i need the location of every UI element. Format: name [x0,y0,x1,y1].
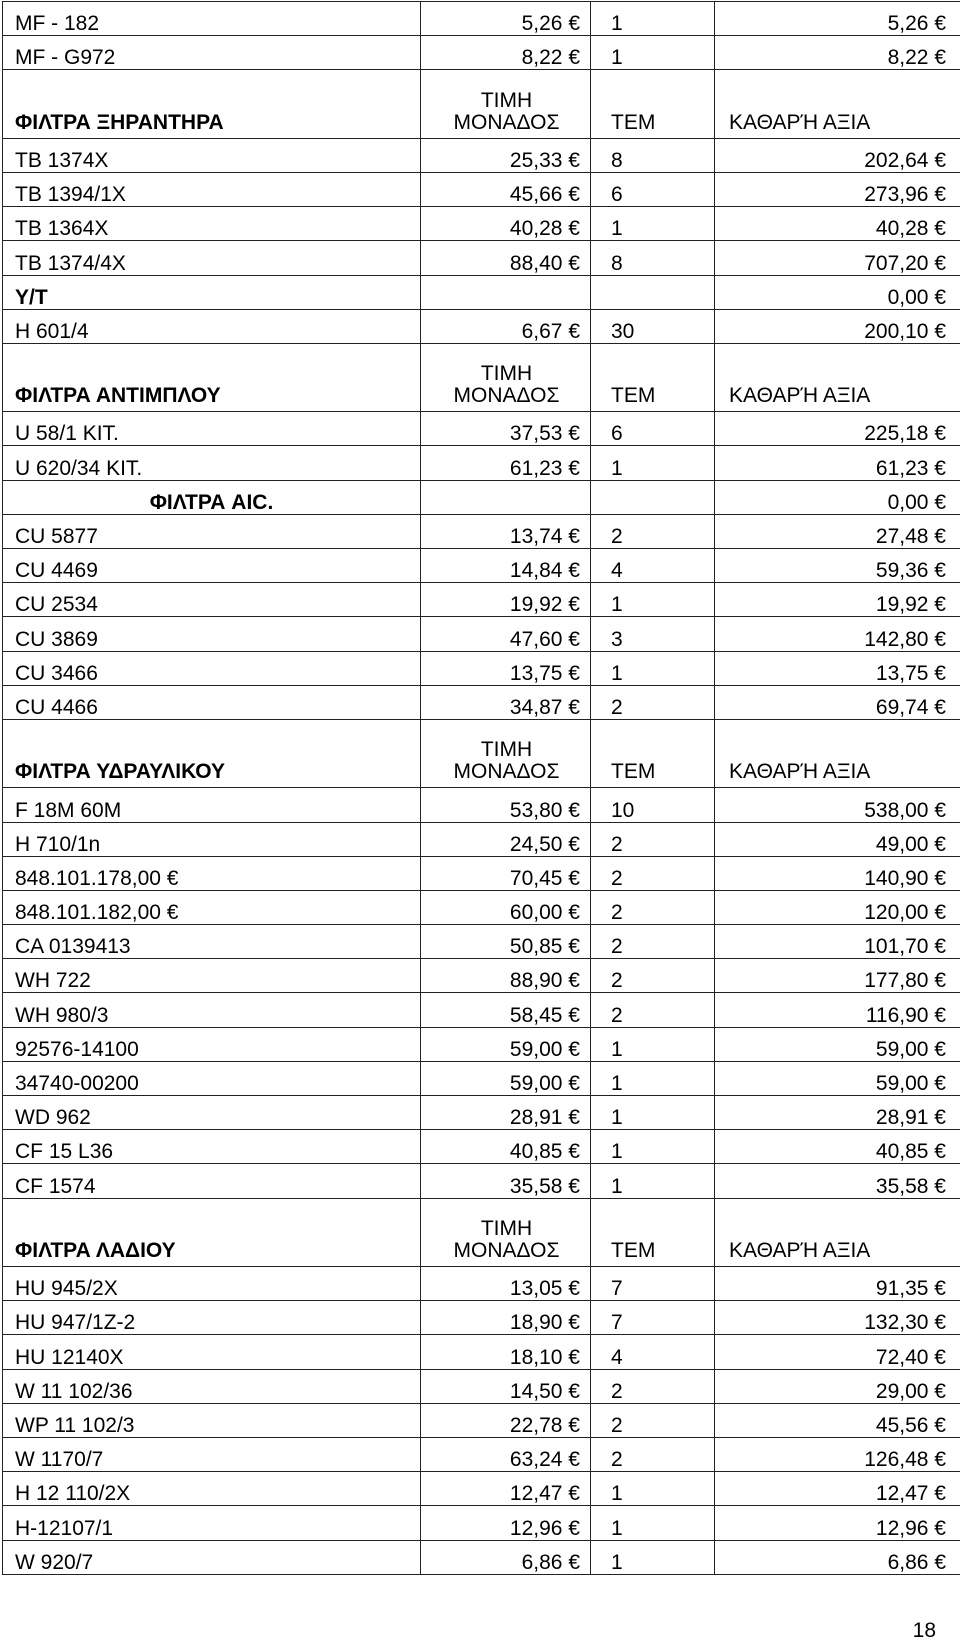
item-code: W 11 102/36 [3,1369,421,1403]
table-row [3,2,960,36]
qty-cell: 2 [591,685,715,719]
qty-cell: 2 [591,822,715,856]
table-row [3,822,960,856]
price-cell: 18,10 € [421,1335,591,1369]
item-code: WH 980/3 [3,993,421,1027]
table-row [3,890,960,924]
section-title: ΦΙΛΤΡΑ AIC. [3,480,421,514]
total-header: ΚΑΘΑΡΉ ΑΞΙΑ [715,70,960,138]
total-cell: 140,90 € [715,856,960,890]
price-header-line2: ΜΟΝΑΔΟΣ [453,110,560,134]
qty-cell: 30 [591,309,715,343]
price-cell: 13,75 € [421,651,591,685]
price-cell: 45,66 € [421,172,591,206]
table-row [3,651,960,685]
price-cell: 19,92 € [421,583,591,617]
price-cell: 50,85 € [421,925,591,959]
item-code: 848.101.178,00 € [3,856,421,890]
price-cell: 14,84 € [421,549,591,583]
price-cell: 12,47 € [421,1472,591,1506]
price-cell: 37,53 € [421,412,591,446]
table-row [3,207,960,241]
item-code: HU 947/1Z-2 [3,1301,421,1335]
item-code: CA 0139413 [3,925,421,959]
price-cell: 88,40 € [421,241,591,275]
total-cell: 101,70 € [715,925,960,959]
qty-header: ΤΕΜ [591,719,715,787]
qty-header: ΤΕΜ [591,1198,715,1266]
price-table [2,1,960,1575]
table-row [3,993,960,1027]
table-row [3,1506,960,1540]
qty-cell: 1 [591,446,715,480]
price-cell: 24,50 € [421,822,591,856]
table-row [3,309,960,343]
price-cell: 58,45 € [421,993,591,1027]
item-code: CF 15 L36 [3,1130,421,1164]
qty-cell: 1 [591,1130,715,1164]
table-row [3,1267,960,1301]
price-cell: 6,67 € [421,309,591,343]
item-code: HU 945/2X [3,1267,421,1301]
total-cell: 59,36 € [715,549,960,583]
total-cell: 35,58 € [715,1164,960,1198]
qty-cell: 2 [591,856,715,890]
qty-cell: 1 [591,2,715,36]
total-cell: 49,00 € [715,822,960,856]
qty-cell: 1 [591,651,715,685]
table-row [3,1130,960,1164]
item-code: TB 1374X [3,138,421,172]
table-row [3,1472,960,1506]
total-cell: 61,23 € [715,446,960,480]
price-cell: 47,60 € [421,617,591,651]
table-row [3,1540,960,1574]
total-cell: 91,35 € [715,1267,960,1301]
qty-cell [591,480,715,514]
item-code: WD 962 [3,1096,421,1130]
price-cell: 35,58 € [421,1164,591,1198]
price-cell [421,275,591,309]
item-code: H-12107/1 [3,1506,421,1540]
table-row [3,583,960,617]
price-header [421,1198,591,1266]
item-code: H 12 110/2X [3,1472,421,1506]
price-cell: 5,26 € [421,2,591,36]
price-cell: 28,91 € [421,1096,591,1130]
price-header-line1: ΤΙΜΗ [480,1217,533,1240]
table-row [3,36,960,70]
qty-cell: 2 [591,1369,715,1403]
table-row [3,1096,960,1130]
qty-header: ΤΕΜ [591,70,715,138]
qty-cell: 10 [591,788,715,822]
table-row [3,1369,960,1403]
item-code: W 1170/7 [3,1437,421,1471]
price-header [421,70,591,138]
item-code: CU 4469 [3,549,421,583]
table-row [3,138,960,172]
price-cell: 88,90 € [421,959,591,993]
section-title: ΦΙΛΤΡΑ ΑΝΤΙΜΠΛΟΥ [3,343,421,411]
price-header-line2: ΜΟΝΑΔΟΣ [453,760,560,784]
total-cell: 19,92 € [715,583,960,617]
table-row [3,856,960,890]
table-row [3,1335,960,1369]
section-title: ΦΙΛΤΡΑ ΛΑΔΙΟΥ [3,1198,421,1266]
item-code: 34740-00200 [3,1061,421,1095]
total-cell: 8,22 € [715,36,960,70]
item-code: U 58/1 KIT. [3,412,421,446]
item-code: WP 11 102/3 [3,1403,421,1437]
item-code: CU 3869 [3,617,421,651]
item-code: MF - 182 [3,2,421,36]
total-cell: 69,74 € [715,685,960,719]
price-cell: 6,86 € [421,1540,591,1574]
item-code: HU 12140X [3,1335,421,1369]
qty-cell: 6 [591,412,715,446]
qty-cell: 1 [591,583,715,617]
price-cell: 60,00 € [421,890,591,924]
total-cell: 200,10 € [715,309,960,343]
page-number: 18 [912,1619,936,1642]
qty-cell: 1 [591,1096,715,1130]
item-code: CU 5877 [3,514,421,548]
total-cell: 116,90 € [715,993,960,1027]
item-code: TB 1394/1X [3,172,421,206]
price-cell: 40,85 € [421,1130,591,1164]
table-row [3,1027,960,1061]
total-cell: 177,80 € [715,959,960,993]
qty-cell [591,275,715,309]
price-cell: 34,87 € [421,685,591,719]
table-row [3,172,960,206]
total-header: ΚΑΘΑΡΉ ΑΞΙΑ [715,719,960,787]
table-row [3,959,960,993]
price-cell: 13,05 € [421,1267,591,1301]
total-cell: 6,86 € [715,1540,960,1574]
price-cell [421,480,591,514]
qty-cell: 1 [591,207,715,241]
table-row [3,617,960,651]
total-cell: 12,47 € [715,1472,960,1506]
price-cell: 13,74 € [421,514,591,548]
price-header-line2: ΜΟΝΑΔΟΣ [453,1239,560,1262]
qty-cell: 8 [591,138,715,172]
item-code: WH 722 [3,959,421,993]
total-cell: 273,96 € [715,172,960,206]
qty-cell: 2 [591,959,715,993]
table-row [3,925,960,959]
table-row [3,1164,960,1198]
table-row [3,1061,960,1095]
qty-cell: 1 [591,1061,715,1095]
price-header [421,719,591,787]
item-code: U 620/34 KIT. [3,446,421,480]
price-cell: 63,24 € [421,1437,591,1471]
total-cell: 142,80 € [715,617,960,651]
section-header-row [3,719,960,787]
table-row [3,446,960,480]
total-cell: 45,56 € [715,1403,960,1437]
price-cell: 12,96 € [421,1506,591,1540]
total-cell: 40,85 € [715,1130,960,1164]
total-cell: 12,96 € [715,1506,960,1540]
qty-cell: 1 [591,1027,715,1061]
total-cell: 126,48 € [715,1437,960,1471]
qty-cell: 3 [591,617,715,651]
qty-cell: 2 [591,925,715,959]
price-cell: 14,50 € [421,1369,591,1403]
price-header-line1: ΤΙΜΗ [480,738,533,762]
table-row [3,241,960,275]
total-cell: 0,00 € [715,480,960,514]
price-cell: 53,80 € [421,788,591,822]
table-row [3,1403,960,1437]
item-code: CF 1574 [3,1164,421,1198]
qty-cell: 8 [591,241,715,275]
price-cell: 59,00 € [421,1027,591,1061]
qty-cell: 2 [591,1403,715,1437]
total-cell: 538,00 € [715,788,960,822]
item-code: 92576-14100 [3,1027,421,1061]
total-cell: 202,64 € [715,138,960,172]
item-code: Υ/Τ [3,275,421,309]
total-cell: 13,75 € [715,651,960,685]
section-title: ΦΙΛΤΡΑ ΞΗΡΑΝΤΗΡΑ [3,70,421,138]
item-code: CU 4466 [3,685,421,719]
section-header-row [3,1198,960,1266]
price-cell: 40,28 € [421,207,591,241]
total-cell: 5,26 € [715,2,960,36]
table-row [3,685,960,719]
price-cell: 22,78 € [421,1403,591,1437]
price-header-line1: ΤΙΜΗ [480,362,533,386]
qty-cell: 1 [591,1540,715,1574]
total-cell: 225,18 € [715,412,960,446]
item-code: CU 3466 [3,651,421,685]
price-cell: 59,00 € [421,1061,591,1095]
qty-cell: 1 [591,1164,715,1198]
total-cell: 707,20 € [715,241,960,275]
qty-header: ΤΕΜ [591,343,715,411]
table-row [3,1301,960,1335]
price-cell: 61,23 € [421,446,591,480]
section-header-row [3,343,960,411]
table-row [3,275,960,309]
item-code: F 18M 60M [3,788,421,822]
item-code: H 601/4 [3,309,421,343]
item-code: W 920/7 [3,1540,421,1574]
qty-cell: 6 [591,172,715,206]
total-cell: 0,00 € [715,275,960,309]
total-cell: 120,00 € [715,890,960,924]
item-code: CU 2534 [3,583,421,617]
item-code: TB 1364X [3,207,421,241]
qty-cell: 4 [591,1335,715,1369]
section-title-row [3,480,960,514]
section-title: ΦΙΛΤΡΑ ΥΔΡΑΥΛΙΚΟΥ [3,719,421,787]
total-cell: 132,30 € [715,1301,960,1335]
total-cell: 27,48 € [715,514,960,548]
qty-cell: 7 [591,1267,715,1301]
table-row [3,1437,960,1471]
item-code: H 710/1n [3,822,421,856]
price-header [421,343,591,411]
price-cell: 70,45 € [421,856,591,890]
total-cell: 72,40 € [715,1335,960,1369]
total-header: ΚΑΘΑΡΉ ΑΞΙΑ [715,343,960,411]
price-table-body [3,2,960,1575]
total-cell: 59,00 € [715,1027,960,1061]
qty-cell: 2 [591,993,715,1027]
total-header: ΚΑΘΑΡΉ ΑΞΙΑ [715,1198,960,1266]
item-code: MF - G972 [3,36,421,70]
total-cell: 59,00 € [715,1061,960,1095]
price-header-line2: ΜΟΝΑΔΟΣ [453,384,560,408]
qty-cell: 4 [591,549,715,583]
qty-cell: 1 [591,1506,715,1540]
table-row [3,549,960,583]
table-row [3,514,960,548]
qty-cell: 2 [591,890,715,924]
section-header-row [3,70,960,138]
qty-cell: 2 [591,1437,715,1471]
qty-cell: 1 [591,36,715,70]
total-cell: 29,00 € [715,1369,960,1403]
qty-cell: 2 [591,514,715,548]
item-code: TB 1374/4X [3,241,421,275]
price-cell: 25,33 € [421,138,591,172]
table-row [3,412,960,446]
qty-cell: 7 [591,1301,715,1335]
item-code: 848.101.182,00 € [3,890,421,924]
price-cell: 18,90 € [421,1301,591,1335]
price-header-line1: ΤΙΜΗ [480,88,533,112]
qty-cell: 1 [591,1472,715,1506]
table-row [3,788,960,822]
total-cell: 40,28 € [715,207,960,241]
total-cell: 28,91 € [715,1096,960,1130]
price-cell: 8,22 € [421,36,591,70]
